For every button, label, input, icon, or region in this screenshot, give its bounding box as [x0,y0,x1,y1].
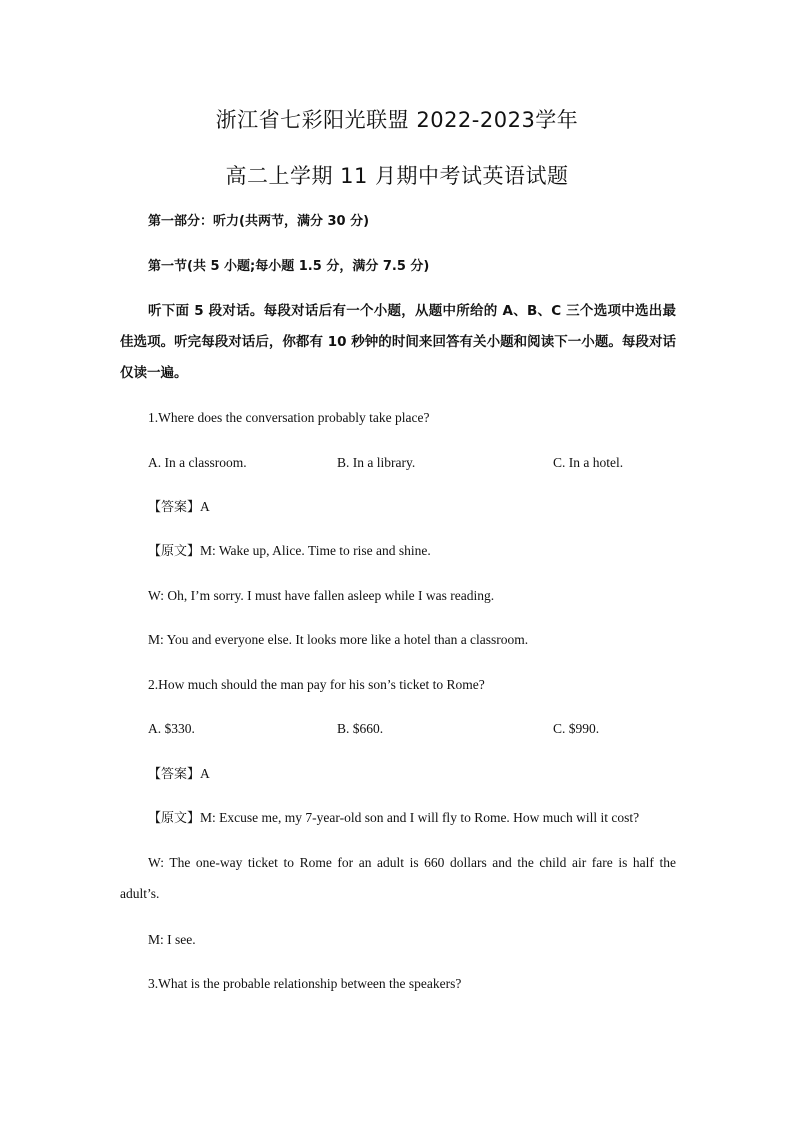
question-2-transcript-line-3: M: I see. [148,932,196,947]
answer-value: A [200,499,210,514]
document-title-line-2: 高二上学期 11 月期中考试英语试题 [225,164,569,188]
answer-value: A [200,766,210,781]
question-1-transcript-line-1 [148,542,431,561]
question-1-transcript-line-2: W: Oh, I’m sorry. I must have fallen asleep while I was reading. [148,588,495,603]
question-1-transcript-line-3: M: You and everyone else. It looks more like a hotel than a classroom. [148,632,529,647]
question-1-answer [148,498,210,517]
section-heading: 第一节(共 5 小题;每小题 1.5 分，满分 7.5 分) [148,259,430,274]
transcript-label: 【原文】 [148,544,201,559]
part-heading: 第一部分：听力(共两节，满分 30 分) [148,214,370,229]
question-1-stem: 1.Where does the conversation probably take place? [148,410,430,425]
question-3-stem: 3.What is the probable relationship between the speakers? [148,976,462,991]
question-2-transcript-line-1 [148,809,639,828]
question-1-option-c: C. In a hotel. [553,455,624,470]
question-2-option-c: C. $990. [553,721,600,736]
section-instructions: 听下面 5 段对话。每段对话后有一个小题，从题中所给的 A、B、C 三个选项中选出最佳选项。听完每段对话后，你都有 10 秒钟的时间来回答有关小题和阅读下一小题。每段对话仅读一遍。 [120,303,676,381]
transcript-label: 【原文】 [148,811,201,826]
answer-label: 【答案】 [148,767,201,782]
answer-label: 【答案】 [148,500,201,515]
question-2-answer [148,765,210,784]
question-2-option-a: A. $330. [148,721,195,736]
question-1-option-b: B. In a library. [337,455,416,470]
document-title-line-1: 浙江省七彩阳光联盟 2022-2023学年 [215,108,579,132]
transcript-text: M: Wake up, Alice. Time to rise and shine. [200,543,431,558]
question-2-transcript-line-2: W: The one-way ticket to Rome for an adult is 660 dollars and the child air fare is half the adult’s. [120,855,676,901]
transcript-text: M: Excuse me, my 7-year-old son and I will fly to Rome. How much will it cost? [200,810,640,825]
question-2-option-b: B. $660. [337,721,384,736]
question-2-stem: 2.How much should the man pay for his son’s ticket to Rome? [148,677,485,692]
question-1-option-a: A. In a classroom. [148,455,247,470]
